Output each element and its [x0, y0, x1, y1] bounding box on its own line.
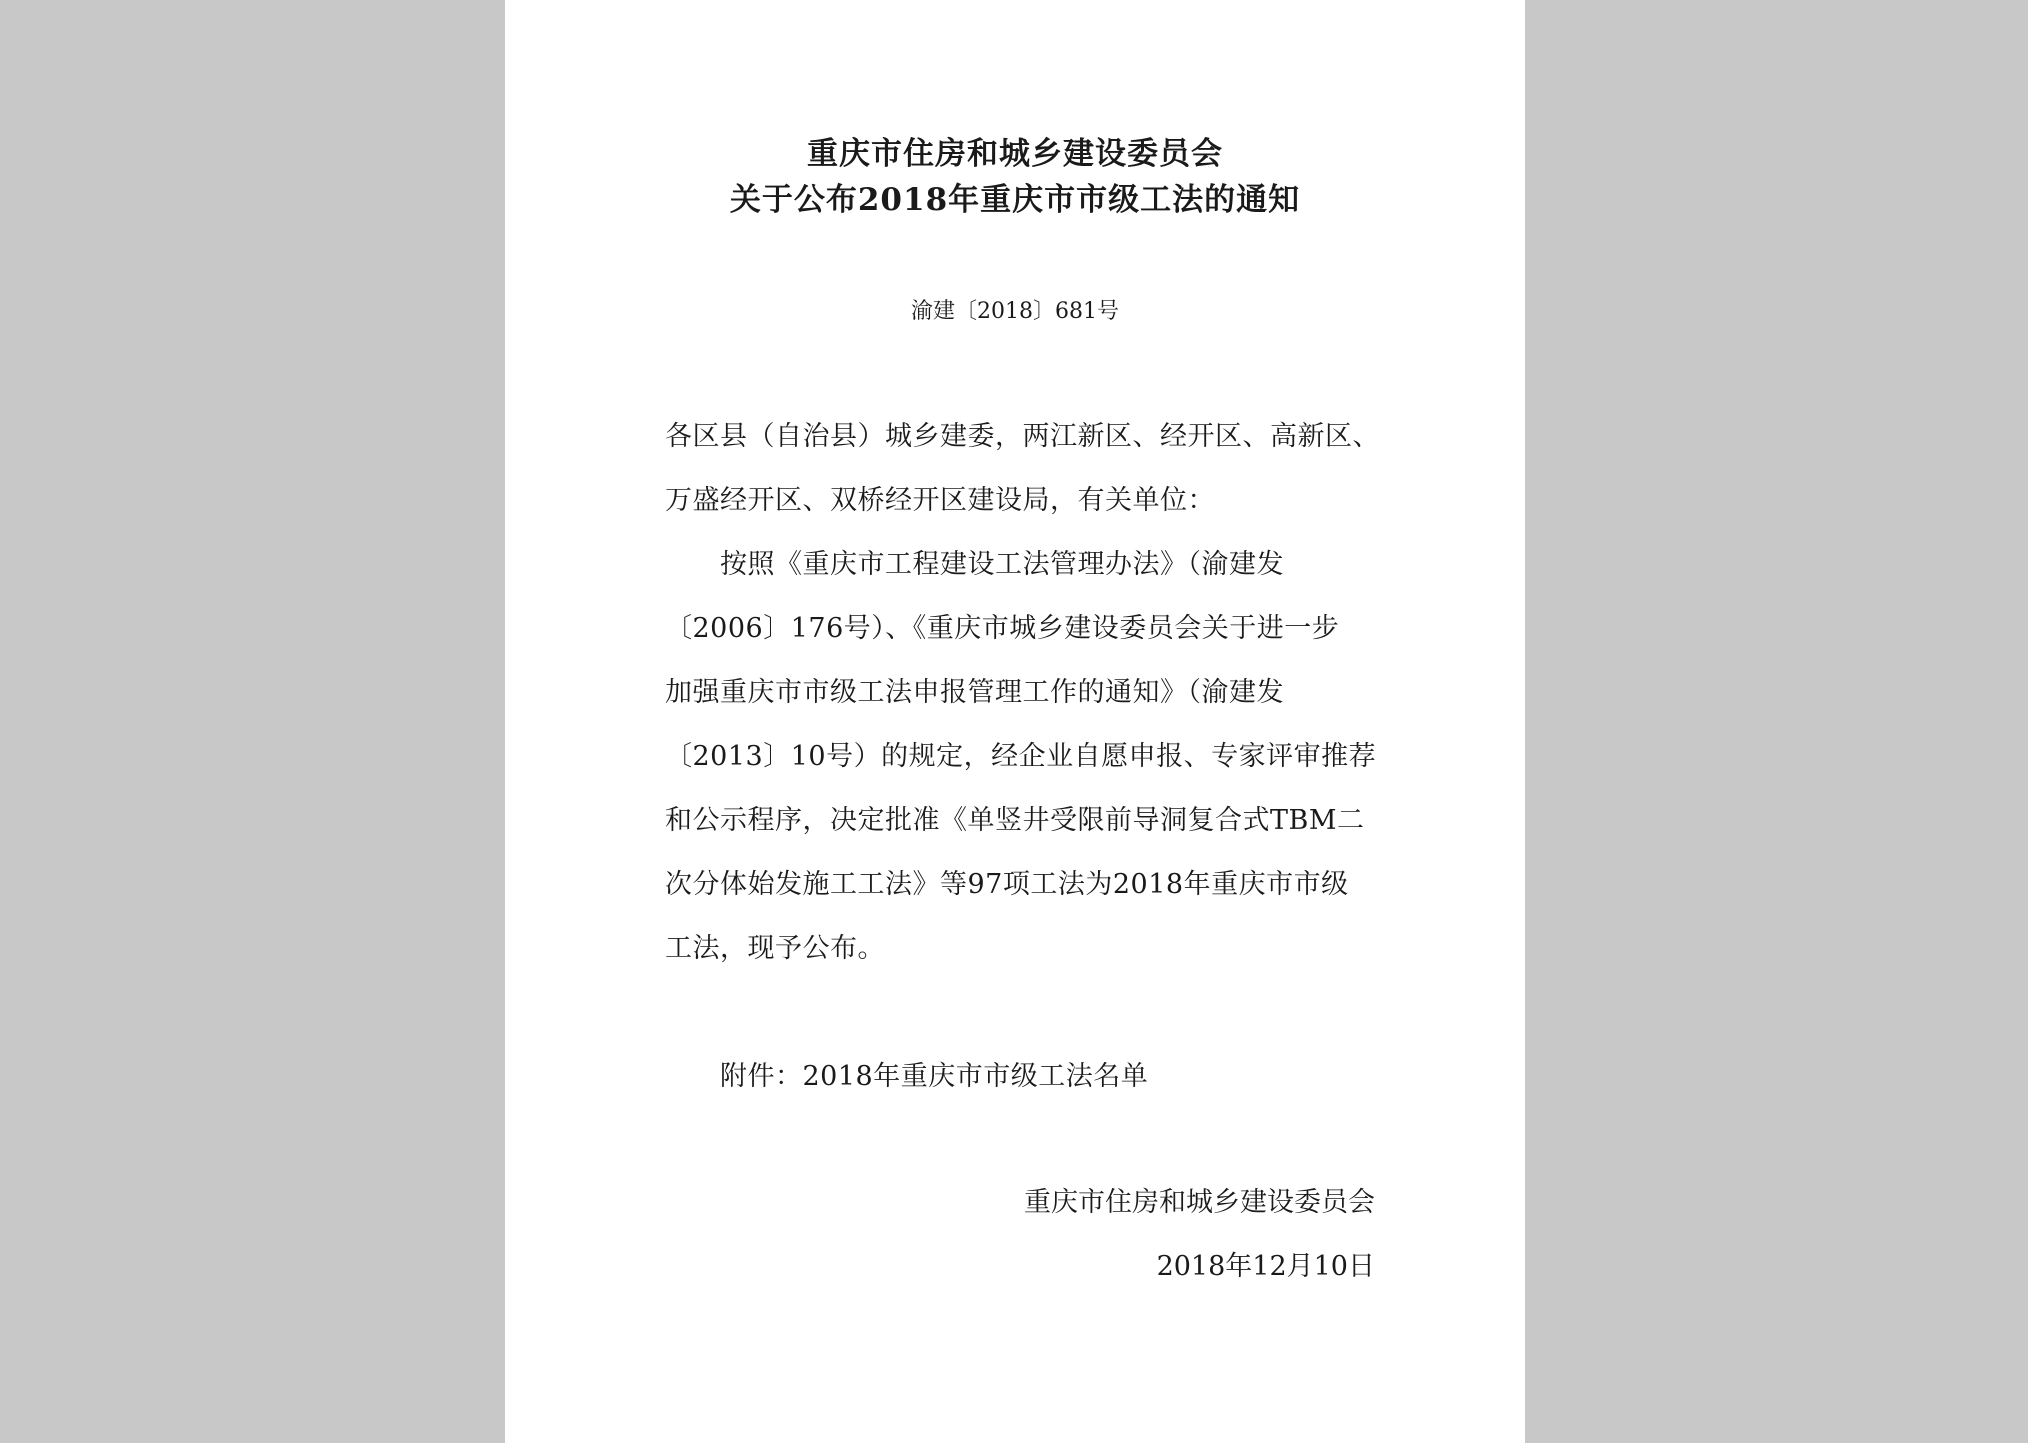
addressee-line-1: 各区县（自治县）城乡建委，两江新区、经开区、高新区、 [665, 421, 1380, 452]
signature-organization: 重庆市住房和城乡建设委员会 [1024, 1187, 1375, 1218]
signature-date: 2018年12月10日 [1156, 1251, 1375, 1282]
body-line-1: 按照《重庆市工程建设工法管理办法》（渝建发 [720, 549, 1284, 580]
addressee-line-2: 万盛经开区、双桥经开区建设局，有关单位： [665, 485, 1215, 516]
body-line-2: 〔2006〕176号）、《重庆市城乡建设委员会关于进一步 [665, 613, 1340, 644]
body-line-3: 加强重庆市市级工法申报管理工作的通知》（渝建发 [665, 677, 1284, 708]
attachment-note: 附件：2018年重庆市市级工法名单 [720, 1061, 1149, 1092]
body-line-4: 〔2013〕10号）的规定，经企业自愿申报、专家评审推荐 [665, 741, 1377, 772]
body-line-5: 和公示程序，决定批准《单竖井受限前导洞复合式TBM二 [665, 805, 1365, 836]
document-page [505, 0, 1525, 1443]
body-line-6: 次分体始发施工工法》等97项工法为2018年重庆市市级 [665, 869, 1349, 900]
body-line-7: 工法，现予公布。 [665, 933, 885, 964]
document-title-line-1: 重庆市住房和城乡建设委员会 [807, 136, 1223, 172]
document-number: 渝建〔2018〕681号 [911, 299, 1119, 324]
document-title-line-2: 关于公布2018年重庆市市级工法的通知 [729, 182, 1301, 218]
